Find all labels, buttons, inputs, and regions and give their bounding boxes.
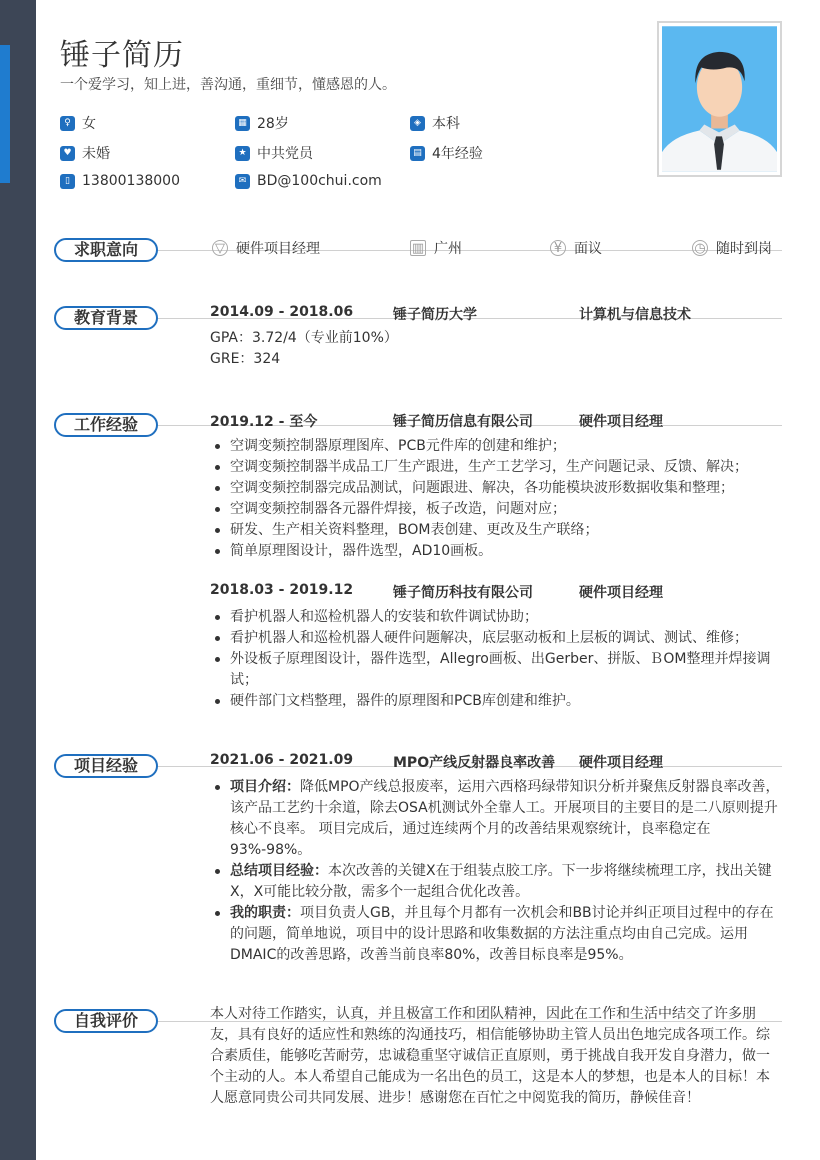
education-major: 计算机与信息技术 (579, 307, 691, 323)
clock-icon: ◷ (692, 240, 708, 256)
intent-position-value: 硬件项目经理 (236, 241, 320, 257)
info-value: 未婚 (82, 146, 110, 162)
info-phone (60, 173, 180, 189)
tie-icon: ▽ (212, 240, 228, 256)
list-item: 看护机器人和巡检机器人的安装和软件调试协助； (210, 607, 782, 628)
list-item (210, 777, 782, 861)
info-marital (60, 143, 110, 163)
intent-city (410, 238, 462, 258)
info-value: 4年经验 (432, 146, 483, 162)
intent-position (212, 238, 320, 258)
list-item: 空调变频控制器原理图库、PCB元件库的创建和维护； (210, 436, 782, 457)
intent-salary-value: 面议 (574, 241, 602, 257)
sidebar-accent (0, 45, 10, 183)
list-item: 看护机器人和巡检机器人硬件问题解决，底层驱动板和上层板的调试、测试、维修； (210, 628, 782, 649)
info-value: 13800138000 (82, 173, 180, 189)
gender-icon: ♀ (60, 116, 75, 131)
work-1-period: 2019.12 - 至今 (210, 414, 318, 430)
section-title-education: 教育背景 (54, 306, 158, 330)
work-2-period: 2018.03 - 2019.12 (210, 582, 354, 598)
list-item: 空调变频控制器完成品测试，问题跟进、解决，各功能模块波形数据收集和整理； (210, 478, 782, 499)
project-details (210, 777, 782, 966)
list-item: 研发、生产相关资料整理，BOM表创建、更改及生产联络； (210, 520, 782, 541)
list-item: 空调变频控制器半成品工厂生产跟进，生产工艺学习，生产问题记录、反馈、解决； (210, 457, 782, 478)
calendar-icon: ▦ (235, 116, 250, 131)
info-degree (410, 113, 460, 133)
resume-name: 锤子简历 (60, 38, 184, 73)
item-text: 项目负责人GB，并且每个月都有一次机会和BB讨论并纠正项目过程中的存在的问题，简单地说，项目中的设计思路和收集数据的方法注重点均由自己完成。运用DMAIC的改善思路，改善当前良率80%，改善目标良率是95%。 (230, 905, 774, 963)
work-1-company: 锤子简历信息有限公司 (393, 414, 533, 430)
work-1-duties (210, 436, 782, 562)
info-value: 本科 (432, 116, 460, 132)
section-title-self: 自我评价 (54, 1009, 158, 1033)
list-item: 外设板子原理图设计，器件选型，Allegro画板、出Gerber、拼版、ＢOM整理并焊接调试； (210, 649, 782, 691)
item-label: 项目介绍： (230, 779, 300, 795)
info-value: BD@100chui.com (257, 173, 382, 189)
work-1-role: 硬件项目经理 (579, 414, 663, 430)
party-icon: ★ (235, 146, 250, 161)
intent-city-value: 广州 (434, 241, 462, 257)
mail-icon: ✉ (235, 174, 250, 189)
item-label: 总结项目经验： (230, 863, 328, 879)
education-gre: GRE：324 (210, 351, 281, 367)
project-name: MPO产线反射器良率改善 (393, 755, 556, 771)
info-experience (410, 143, 483, 163)
list-item: 硬件部门文档整理，器件的原理图和PCB库创建和维护。 (210, 691, 782, 712)
list-item: 空调变频控制器各元器件焊接，板子改造，问题对应； (210, 499, 782, 520)
yen-icon: ¥ (550, 240, 566, 256)
info-gender (60, 113, 96, 133)
section-title-intent: 求职意向 (54, 238, 158, 262)
self-evaluation: 本人对待工作踏实，认真，并且极富工作和团队精神，因此在工作和生活中结交了许多朋友，具有良好的适应性和熟练的沟通技巧，相信能够协助主管人员出色地完成各项工作。综合素质佳，能够吃苦耐劳，忠诚稳重坚守诚信正直原则，勇于挑战自我开发自身潜力，做一个主动的人。本人希望自己能成为一名出色的员工，这是本人的梦想，也是本人的目标！本人愿意同贵公司共同发展、进步！感谢您在百忙之中阅览我的简历，静候佳音！ (210, 1006, 770, 1106)
info-value: 女 (82, 116, 96, 132)
education-gpa: GPA：3.72/4（专业前10%） (210, 330, 398, 346)
building-icon: ▥ (411, 241, 425, 256)
item-text: 本次改善的关键X在于组装点胶工序。下一步将继续梳理工序，找出关键X，X可能比较分散，需多个一起组合优化改善。 (230, 863, 772, 900)
info-age (235, 113, 289, 133)
education-icon: ◈ (410, 116, 425, 131)
list-item (210, 861, 782, 903)
list-item (210, 903, 782, 966)
heart-icon: ♥ (60, 146, 75, 161)
info-email (235, 173, 382, 189)
info-value: 28岁 (257, 116, 289, 132)
phone-icon: ▯ (60, 174, 75, 189)
avatar-illustration (662, 26, 777, 172)
intent-salary (550, 238, 602, 258)
work-2-duties (210, 607, 782, 712)
education-period: 2014.09 - 2018.06 (210, 304, 354, 320)
info-politics (235, 143, 313, 163)
section-title-work: 工作经验 (54, 413, 158, 437)
list-item: 简单原理图设计，器件选型，AD10画板。 (210, 541, 782, 562)
work-2-role: 硬件项目经理 (579, 585, 663, 601)
intent-availability (692, 238, 772, 258)
document-icon: ▤ (410, 146, 425, 161)
resume-motto: 一个爱学习，知上进，善沟通，重细节，懂感恩的人。 (60, 77, 396, 93)
work-2-company: 锤子简历科技有限公司 (393, 585, 533, 601)
item-label: 我的职责： (230, 905, 300, 921)
project-role: 硬件项目经理 (579, 755, 663, 771)
section-title-project: 项目经验 (54, 754, 158, 778)
education-school: 锤子简历大学 (393, 307, 477, 323)
item-text: 降低MPO产线总报废率，运用六西格玛绿带知识分析并聚焦反射器良率改善，该产品工艺约十余道，除去OSA机测试外全靠人工。开展项目的主要目的是二八原则提升核心不良率。 项目完成后，通过连续两个月的改善结果观察统计，良率稳定在93%-98%。 (230, 779, 780, 858)
intent-availability-value: 随时到岗 (716, 241, 772, 257)
info-value: 中共党员 (257, 146, 313, 162)
profile-photo (657, 21, 782, 177)
project-period: 2021.06 - 2021.09 (210, 752, 354, 768)
